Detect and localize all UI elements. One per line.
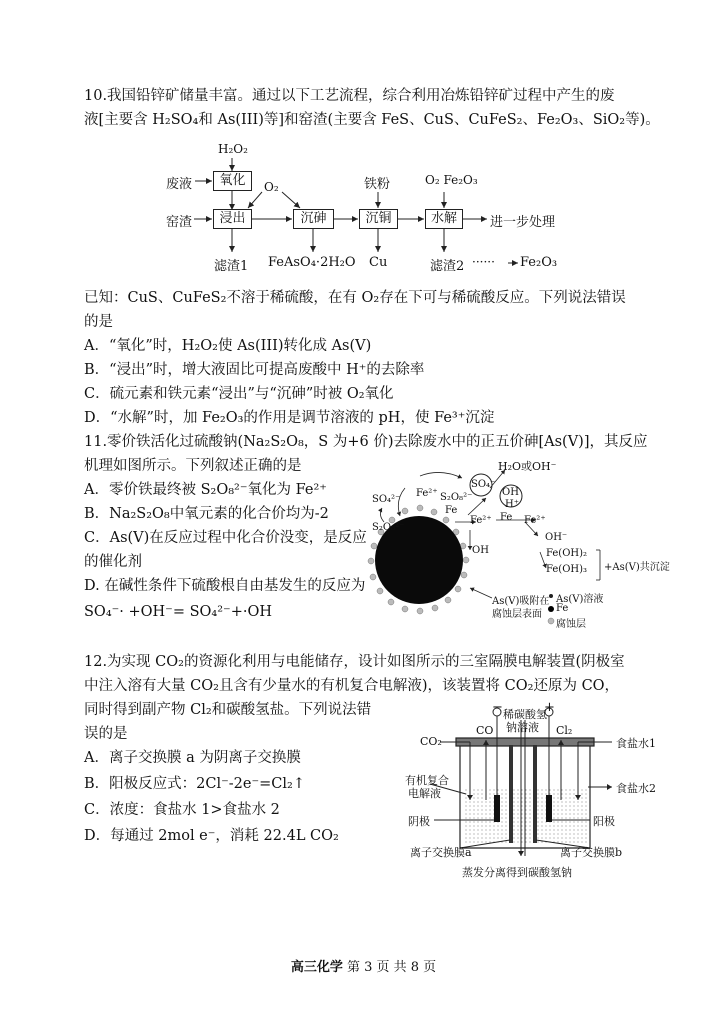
legend-corrosion-label: 腐蚀层 [556, 619, 586, 630]
q11-stem-line2: 机理如图所示。下列叙述正确的是 [84, 458, 302, 474]
q11-option-d-eq: SO₄⁻· +OH⁻= SO₄²⁻+·OH [84, 604, 272, 620]
cl2-label: Cl₂ [556, 724, 573, 737]
membrane-a-line [509, 745, 513, 843]
fe2-c-label: Fe²⁺ [524, 515, 546, 526]
co-label: CO [476, 724, 494, 737]
nahco3-label-1: 稀碳酸氢 [503, 708, 547, 721]
oxidize-box: 氧化 [213, 171, 252, 191]
fe2o3-label: Fe₂O₃ [520, 255, 558, 270]
footer-subject: 高三化学 [290, 960, 343, 975]
minus-sign: − [492, 700, 503, 715]
q11-option-b: B．Na₂S₂O₈中氧元素的化合价均为-2 [84, 506, 329, 522]
q10-option-a: A．“氧化”时，H₂O₂使 As(III)转化成 As(V) [84, 338, 372, 354]
membrane-a-label: 离子交换膜a [410, 846, 472, 859]
cu-label: Cu [369, 255, 388, 270]
fe-b-label: Fe [500, 512, 513, 523]
membrane-b-line [533, 745, 537, 843]
q12-stem-line3: 同时得到副产物 Cl₂和碳酸氢盐。下列说法错 [84, 702, 372, 718]
q12-stem-line4: 误的是 [84, 726, 128, 742]
fe-a-label: Fe [445, 505, 458, 516]
h2o-oh-label: H₂O或OH⁻ [498, 460, 557, 473]
footer-page-info: 第 3 页 共 8 页 [342, 960, 437, 975]
q12-option-b: B．阳极反应式：2Cl⁻-2e⁻=Cl₂↑ [84, 776, 305, 792]
q10-option-d: D．“水解”时，加 Fe₂O₃的作用是调节溶液的 pH，使 Fe³⁺沉淀 [84, 410, 495, 426]
o2-label: O₂ [264, 180, 279, 194]
brine1-label: 食盐水1 [616, 737, 656, 750]
o2-fe2o3-label: O₂ Fe₂O₃ [425, 173, 478, 187]
leach-box: 浸出 [213, 209, 252, 229]
q12-stem-line2: 中注入溶有大量 CO₂且含有少量水的有机复合电解液)，该装置将 CO₂还原为 CO， [84, 678, 620, 694]
copper-box: 沉铜 [359, 209, 398, 229]
coprecip-label: +As(V)共沉淀 [604, 562, 670, 573]
legend-as-label: As(V)溶液 [556, 594, 604, 605]
plus-sign: + [544, 700, 555, 715]
feoh3-label: Fe(OH)₃ [546, 564, 588, 575]
feaso4-label: FeAsO₄·2H₂O [268, 255, 356, 270]
fe2-a-label: Fe²⁺ [416, 488, 438, 499]
fe2-b-label: Fe²⁺ [470, 515, 492, 526]
q12-stem-line1: 12.为实现 CO₂的资源化利用与电能储存，设计如图所示的三室隔膜电解装置(阴极室 [84, 654, 625, 670]
q11-stem-line1: 11.零价铁活化过硫酸钠(Na₂S₂O₈，S 为+6 价)去除废水中的正五价砷[As(V)]，其反应 [84, 434, 648, 450]
waste-liquid-label: 废液 [166, 177, 193, 192]
iron-powder-label: 铁粉 [364, 177, 391, 192]
further-processing-label: 进一步处理 [490, 215, 556, 230]
q10-option-b: B．“浸出”时，增大液固比可提高废酸中 H⁺的去除率 [84, 362, 425, 378]
q11-option-a: A．零价铁最终被 S₂O₈²⁻氧化为 Fe²⁺ [84, 482, 327, 498]
q10-stem-line1: 10.我国铅锌矿储量丰富。通过以下工艺流程，综合利用冶炼铅锌矿过程中产生的废 [84, 88, 615, 104]
oh-circle-label: OH [502, 487, 519, 498]
h2o2-label: H₂O₂ [218, 142, 248, 156]
adsorb-line1: As(V)吸附在 [492, 596, 550, 607]
anode-label: 阳极 [593, 815, 615, 828]
legend-fe-label: Fe [556, 603, 569, 614]
hydrolysis-box: 水解 [425, 209, 463, 229]
s2o8-a-label: S₂O₈²⁻ [440, 492, 473, 503]
residue2-label: 滤渣2 [430, 259, 465, 274]
page-footer [0, 956, 727, 975]
q12-option-c: C．浓度：食盐水 1>食盐水 2 [84, 802, 280, 818]
oh-label: OH [472, 545, 489, 556]
s2o8-b-label: S₂O₈²⁻ [372, 522, 405, 533]
organic-label-1: 有机复合 [405, 774, 449, 787]
feoh2-label: Fe(OH)₂ [546, 548, 588, 559]
q12-option-d: D．每通过 2mol e⁻，消耗 22.4L CO₂ [84, 828, 339, 844]
q11-option-c-cont: 的催化剂 [84, 554, 142, 570]
dots-label: ······ [472, 255, 495, 269]
q10-known-line2: 的是 [84, 314, 113, 330]
kiln-slag-label: 窑渣 [166, 215, 193, 230]
brine2-label: 食盐水2 [616, 782, 656, 795]
q10-known-line1: 已知：CuS、CuFeS₂不溶于稀硫酸，在有 O₂存在下可与稀硫酸反应。下列说法错误 [84, 290, 626, 306]
q12-option-a: A．离子交换膜 a 为阴离子交换膜 [84, 750, 301, 766]
nahco3-label-2: 钠溶液 [506, 721, 539, 734]
q10-option-c: C．硫元素和铁元素“浸出”与“沉砷”时被 O₂氧化 [84, 386, 394, 402]
organic-label-2: 电解液 [408, 787, 441, 800]
q11-option-c: C．As(V)在反应过程中化合价没变，是反应 [84, 530, 367, 546]
residue1-label: 滤渣1 [214, 259, 249, 274]
so4-radical-label: SO₄⁻ [471, 479, 496, 490]
co2-label: CO₂ [420, 735, 442, 748]
membrane-b-label: 离子交换膜b [560, 846, 623, 859]
evaporation-label: 蒸发分离得到碳酸氢钠 [462, 866, 572, 879]
cathode-label: 阴极 [408, 815, 430, 828]
q10-stem-line2: 液[主要含 H₂SO₄和 As(III)等]和窑渣(主要含 FeS、CuS、CuFeS₂、Fe₂O₃、SiO₂等)。 [84, 112, 660, 128]
adsorb-line2: 腐蚀层表面 [492, 609, 542, 620]
h-plus-label: H⁺ [505, 499, 519, 510]
arsenic-box: 沉砷 [293, 209, 334, 229]
oh-minus-label: OH⁻ [545, 532, 568, 543]
q11-option-d: D. 在碱性条件下硫酸根自由基发生的反应为 [84, 578, 366, 594]
so4-2-label: SO₄²⁻ [372, 494, 401, 505]
